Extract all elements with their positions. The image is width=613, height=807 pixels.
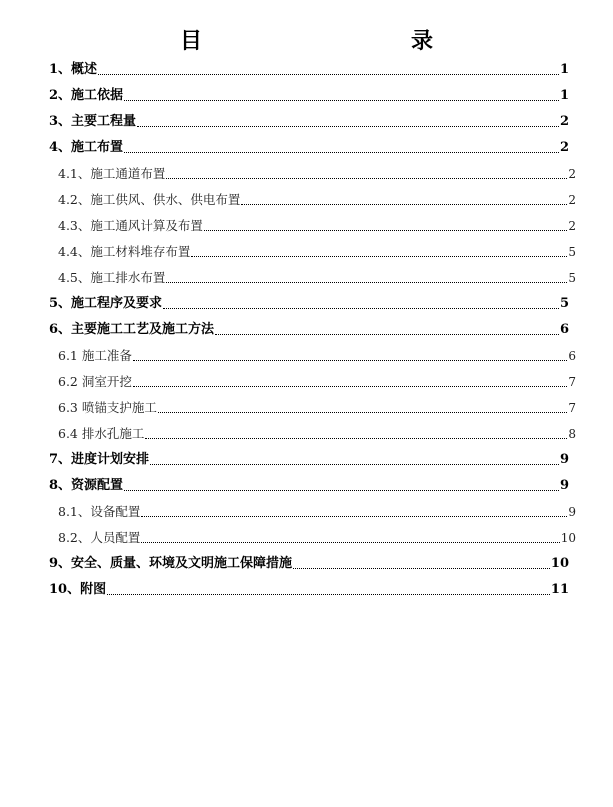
toc-entry[interactable] <box>58 502 576 522</box>
toc-entry-page-number: 10 <box>550 556 569 571</box>
toc-entry-label: 4.5、施工排水布置 <box>58 270 166 285</box>
toc-entry-label: 6、主要施工工艺及施工方法 <box>49 322 215 337</box>
toc-entry[interactable] <box>49 476 569 496</box>
toc-entry-page-number: 1 <box>559 88 569 103</box>
dot-leader <box>150 464 559 465</box>
toc-entry-page-number: 2 <box>568 167 576 181</box>
toc-entry-page-number: 2 <box>568 219 576 233</box>
toc-entry[interactable] <box>49 320 569 340</box>
dot-leader <box>133 386 568 387</box>
toc-entry[interactable] <box>58 268 576 288</box>
toc-entry[interactable] <box>49 112 569 132</box>
toc-entry-label: 10、附图 <box>49 582 107 597</box>
toc-entry[interactable] <box>49 450 569 470</box>
toc-entry-label: 6.1 施工准备 <box>58 348 132 363</box>
toc-entry-label: 4.4、施工材料堆存布置 <box>58 244 191 259</box>
toc-entry-page-number: 11 <box>550 582 569 597</box>
toc-entry-label: 8、资源配置 <box>49 478 124 493</box>
dot-leader <box>124 490 559 491</box>
toc-entry[interactable] <box>58 190 576 210</box>
toc-entry-page-number: 5 <box>568 271 576 285</box>
dot-leader <box>124 100 559 101</box>
toc-entry-page-number: 10 <box>560 531 576 545</box>
toc-entry-page-number: 5 <box>559 296 569 311</box>
toc-entry-label: 7、进度计划安排 <box>49 452 150 467</box>
toc-entry-label: 4.1、施工通道布置 <box>58 166 166 181</box>
toc-entry[interactable] <box>49 138 569 158</box>
toc-entry[interactable] <box>58 216 576 236</box>
toc-entry-label: 1、概述 <box>49 62 98 77</box>
dot-leader <box>166 282 567 283</box>
toc-entry-label: 6.4 排水孔施工 <box>58 426 145 441</box>
toc-entry-label: 6.3 喷锚支护施工 <box>58 400 157 415</box>
toc-entry[interactable] <box>58 424 576 444</box>
dot-leader <box>158 412 568 413</box>
toc-entry-label: 4、施工布置 <box>49 140 124 155</box>
toc-entry-page-number: 5 <box>568 245 576 259</box>
toc-entry[interactable] <box>58 346 576 366</box>
toc-entry[interactable] <box>49 294 569 314</box>
toc-entry-label: 5、施工程序及要求 <box>49 296 163 311</box>
toc-entry[interactable] <box>49 86 569 106</box>
dot-leader <box>293 568 550 569</box>
dot-leader <box>133 360 568 361</box>
toc-entry-label: 4.2、施工供风、供水、供电布置 <box>58 192 241 207</box>
toc-entry[interactable] <box>58 372 576 392</box>
toc-entry-label: 8.2、人员配置 <box>58 530 141 545</box>
dot-leader <box>137 126 559 127</box>
toc-entry-label: 9、安全、质量、环境及文明施工保障措施 <box>49 556 293 571</box>
toc-entry-label: 8.1、设备配置 <box>58 504 141 519</box>
dot-leader <box>204 230 567 231</box>
toc-entry-page-number: 2 <box>568 193 576 207</box>
toc-entry[interactable] <box>49 554 569 574</box>
dot-leader <box>107 594 550 595</box>
toc-entry[interactable] <box>49 580 569 600</box>
dot-leader <box>166 178 567 179</box>
toc-entry[interactable] <box>58 398 576 418</box>
toc-entry-label: 3、主要工程量 <box>49 114 137 129</box>
toc-entry-label: 2、施工依据 <box>49 88 124 103</box>
toc-entry-page-number: 8 <box>568 427 576 441</box>
dot-leader <box>141 516 567 517</box>
toc-title: 目 录 <box>179 28 488 54</box>
toc-entry-page-number: 2 <box>559 114 569 129</box>
toc-entry-page-number: 6 <box>568 349 576 363</box>
toc-entry-label: 4.3、施工通风计算及布置 <box>58 218 203 233</box>
toc-entry-page-number: 6 <box>559 322 569 337</box>
dot-leader <box>215 334 559 335</box>
dot-leader <box>124 152 559 153</box>
toc-entry-page-number: 7 <box>568 375 576 389</box>
toc-entry-page-number: 9 <box>559 478 569 493</box>
toc-entry-page-number: 7 <box>568 401 576 415</box>
toc-entry[interactable] <box>58 164 576 184</box>
dot-leader <box>191 256 567 257</box>
toc-entry-label: 6.2 洞室开挖 <box>58 374 132 389</box>
toc-entry-page-number: 9 <box>568 505 576 519</box>
dot-leader <box>163 308 559 309</box>
toc-entry[interactable] <box>58 242 576 262</box>
dot-leader <box>145 438 567 439</box>
toc-entry[interactable] <box>58 528 576 548</box>
toc-entry-page-number: 2 <box>559 140 569 155</box>
dot-leader <box>141 542 559 543</box>
toc-entry-page-number: 9 <box>559 452 569 467</box>
toc-entry[interactable] <box>49 60 569 80</box>
dot-leader <box>98 74 559 75</box>
dot-leader <box>241 204 567 205</box>
toc-entry-page-number: 1 <box>559 62 569 77</box>
